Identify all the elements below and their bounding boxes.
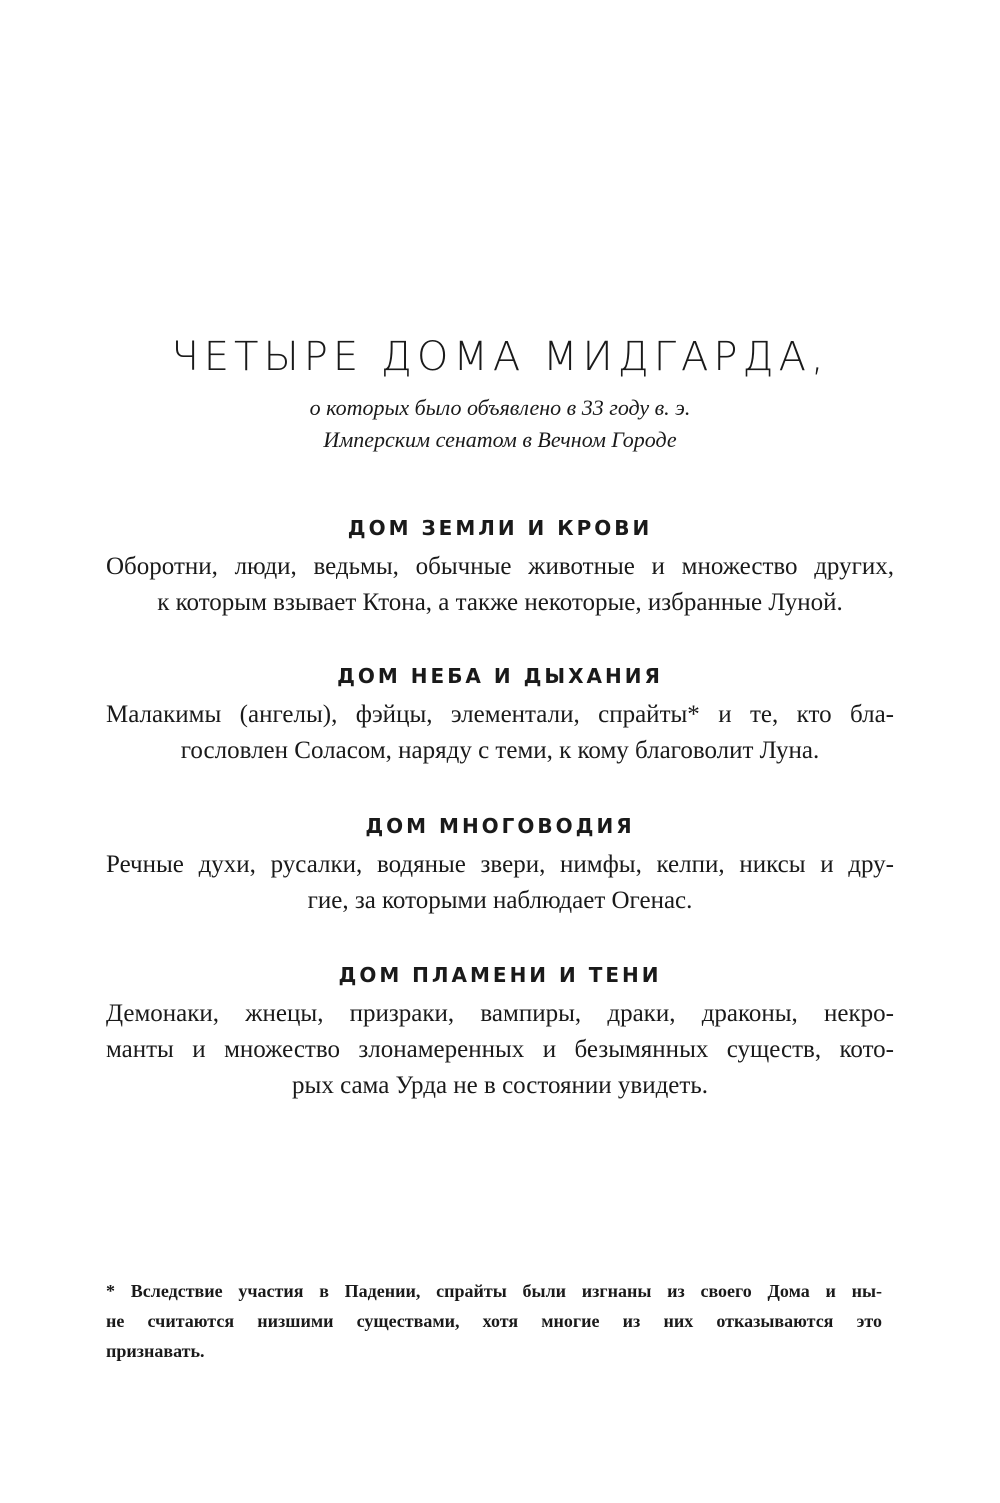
footnote-line: признавать. bbox=[106, 1341, 205, 1361]
description-line: Оборотни, люди, ведьмы, обычные животные и множество других, bbox=[106, 553, 894, 580]
description-line: Демонаки, жнецы, призраки, вампиры, драки, драконы, некро- bbox=[106, 1000, 894, 1027]
subtitle-line: Имперским сенатом в Вечном Городе bbox=[323, 427, 677, 452]
house-heading-flame-shadow: ДОМ ПЛАМЕНИ И ТЕНИ bbox=[338, 963, 662, 987]
house-description-earth-blood bbox=[106, 549, 894, 621]
page-subtitle bbox=[0, 392, 1000, 456]
subtitle-line: о которых было объявлено в 33 году в. э. bbox=[309, 395, 691, 420]
house-heading-many-waters: ДОМ МНОГОВОДИЯ bbox=[365, 814, 635, 838]
footnote bbox=[106, 1276, 882, 1366]
description-line: гие, за которыми наблюдает Огенас. bbox=[307, 887, 693, 914]
description-line: Малакимы (ангелы), фэйцы, элементали, спрайты* и те, кто бла- bbox=[106, 701, 894, 728]
page-title: ЧЕТЫРЕ ДОМА МИДГАРДА, bbox=[171, 334, 829, 380]
footnote-line: * Вследствие участия в Падении, спрайты были изгнаны из своего Дома и ны- bbox=[106, 1281, 882, 1301]
description-line: гословлен Соласом, наряду с теми, к кому благоволит Луна. bbox=[180, 737, 820, 764]
description-line: манты и множество злонамеренных и безымянных существ, кото- bbox=[106, 1036, 894, 1063]
house-description-sky-breath bbox=[106, 697, 894, 769]
house-heading-sky-breath: ДОМ НЕБА И ДЫХАНИЯ bbox=[337, 664, 663, 688]
house-description-flame-shadow bbox=[106, 996, 894, 1104]
house-description-many-waters bbox=[106, 847, 894, 919]
house-heading-earth-blood: ДОМ ЗЕМЛИ И КРОВИ bbox=[347, 516, 653, 540]
description-line: Речные духи, русалки, водяные звери, нимфы, келпи, никсы и дру- bbox=[106, 851, 894, 878]
footnote-line: не считаются низшими существами, хотя многие из них отказываются это bbox=[106, 1311, 882, 1331]
description-line: рых сама Урда не в состоянии увидеть. bbox=[292, 1072, 708, 1099]
description-line: к которым взывает Ктона, а также некоторые, избранные Луной. bbox=[157, 589, 843, 616]
